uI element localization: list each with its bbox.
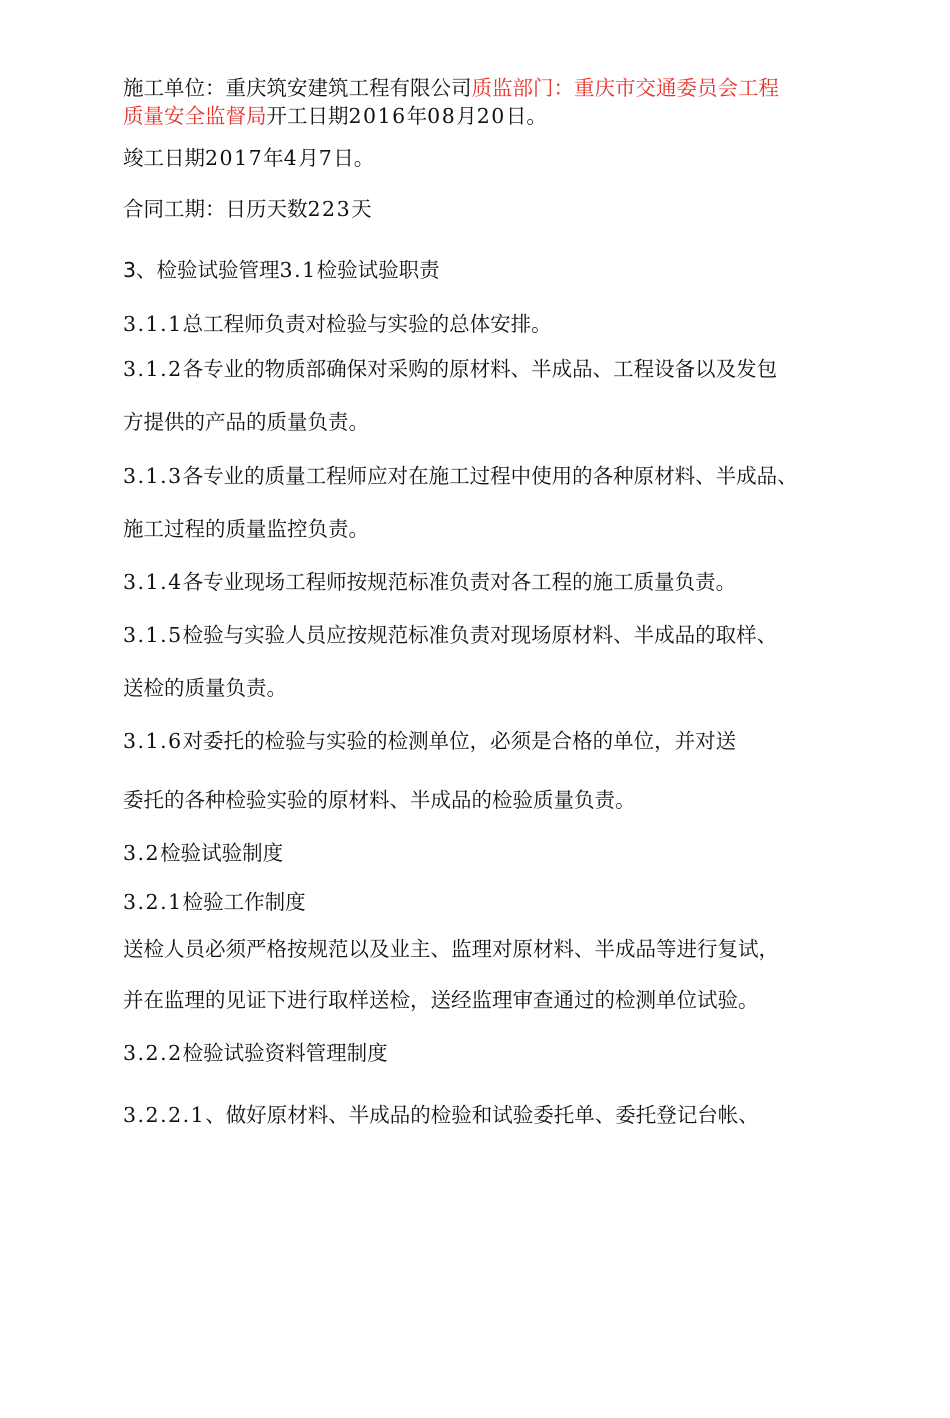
item-3-1-3 <box>123 462 798 490</box>
section-3-2-2-heading <box>123 1039 388 1067</box>
section-3-2-1-paragraph-line2: 并在监理的见证下进行取样送检，送经监理审查通过的检测单位试验。 <box>123 988 759 1012</box>
completion-year-char: 年 <box>263 146 284 170</box>
start-day-char: 日。 <box>505 104 547 128</box>
item-3-1-5 <box>123 621 777 649</box>
section-3-1-title: 检验试验职责 <box>316 258 440 282</box>
contract-period-days: 223 <box>307 197 352 221</box>
section-3-2-2-1-number: 3.2.2.1 <box>123 1103 206 1127</box>
start-year-char: 年 <box>406 104 428 128</box>
completion-month: 4 <box>283 146 299 170</box>
contract-period-label: 合同工期：日历天数 <box>123 197 308 221</box>
completion-label: 竣工日期 <box>123 146 205 170</box>
item-3-1-6 <box>123 727 736 755</box>
item-number: 3.1.5 <box>123 623 183 647</box>
start-day: 20 <box>476 104 506 128</box>
item-3-1-2 <box>123 355 777 383</box>
section-3-2-2-1-text: 、做好原材料、半成品的检验和试验委托单、委托登记台帐、 <box>205 1103 759 1127</box>
contractor-value: 重庆筑安建筑工程有限公司 <box>225 76 472 100</box>
item-number: 3.1.1 <box>123 312 183 336</box>
item-3-1-4 <box>123 568 736 596</box>
item-text: 总工程师负责对检验与实验的总体安排。 <box>182 312 552 336</box>
section-3-2-heading <box>123 839 283 867</box>
item-3-1-6-continuation: 委托的各种检验实验的原材料、半成品的检验质量负责。 <box>123 788 636 812</box>
section-3-title: 检验试验管理 <box>156 258 280 282</box>
item-text: 各专业的物质部确保对采购的原材料、半成品、工程设备以及发包 <box>182 357 778 381</box>
completion-year: 2017 <box>205 146 264 170</box>
item-text: 检验与实验人员应按规范标准负责对现场原材料、半成品的取样、 <box>182 623 778 647</box>
start-date-label: 开工日期 <box>266 104 349 128</box>
section-3-2-1-paragraph-line1: 送检人员必须严格按规范以及业主、监理对原材料、半成品等进行复试， <box>123 937 779 961</box>
section-3-2-2-title: 检验试验资料管理制度 <box>182 1041 388 1065</box>
completion-day-char: 日。 <box>333 146 375 170</box>
section-3-2-number: 3.2 <box>123 841 161 865</box>
section-3-2-1-title: 检验工作制度 <box>182 890 306 914</box>
item-number: 3.1.6 <box>123 729 183 753</box>
completion-month-char: 月 <box>298 146 319 170</box>
section-3-number: 3、 <box>123 258 157 282</box>
contract-period-unit: 天 <box>351 197 372 221</box>
supervision-dept-part2: 质量安全监督局 <box>123 104 267 128</box>
item-3-1-3-continuation: 施工过程的质量监控负责。 <box>123 517 369 541</box>
completion-day: 7 <box>318 146 334 170</box>
contractor-line <box>123 74 779 102</box>
section-3-2-2-1-line <box>123 1101 759 1129</box>
item-3-1-2-continuation: 方提供的产品的质量负责。 <box>123 410 369 434</box>
completion-date-line <box>123 144 374 172</box>
supervision-dept-part1: 质监部门：重庆市交通委员会工程 <box>471 76 779 100</box>
item-text: 各专业的质量工程师应对在施工过程中使用的各种原材料、半成品、 <box>182 464 798 488</box>
section-3-2-1-heading <box>123 888 306 916</box>
item-number: 3.1.4 <box>123 570 183 594</box>
contract-period-line <box>123 195 372 223</box>
contractor-label: 施工单位： <box>123 76 226 100</box>
section-3-heading <box>123 256 440 284</box>
item-3-1-1 <box>123 310 552 338</box>
section-3-1-number: 3.1 <box>279 258 317 282</box>
item-3-1-5-continuation: 送检的质量负责。 <box>123 676 287 700</box>
start-month-char: 月 <box>456 104 477 128</box>
start-year: 2016 <box>348 104 407 128</box>
item-text: 各专业现场工程师按规范标准负责对各工程的施工质量负责。 <box>182 570 737 594</box>
section-3-2-2-number: 3.2.2 <box>123 1041 183 1065</box>
section-3-2-title: 检验试验制度 <box>160 841 284 865</box>
start-date-line <box>123 102 547 130</box>
item-number: 3.1.2 <box>123 357 183 381</box>
start-month: 08 <box>427 104 457 128</box>
section-3-2-1-number: 3.2.1 <box>123 890 183 914</box>
item-text: 对委托的检验与实验的检测单位，必须是合格的单位，并对送 <box>182 729 737 753</box>
item-number: 3.1.3 <box>123 464 183 488</box>
